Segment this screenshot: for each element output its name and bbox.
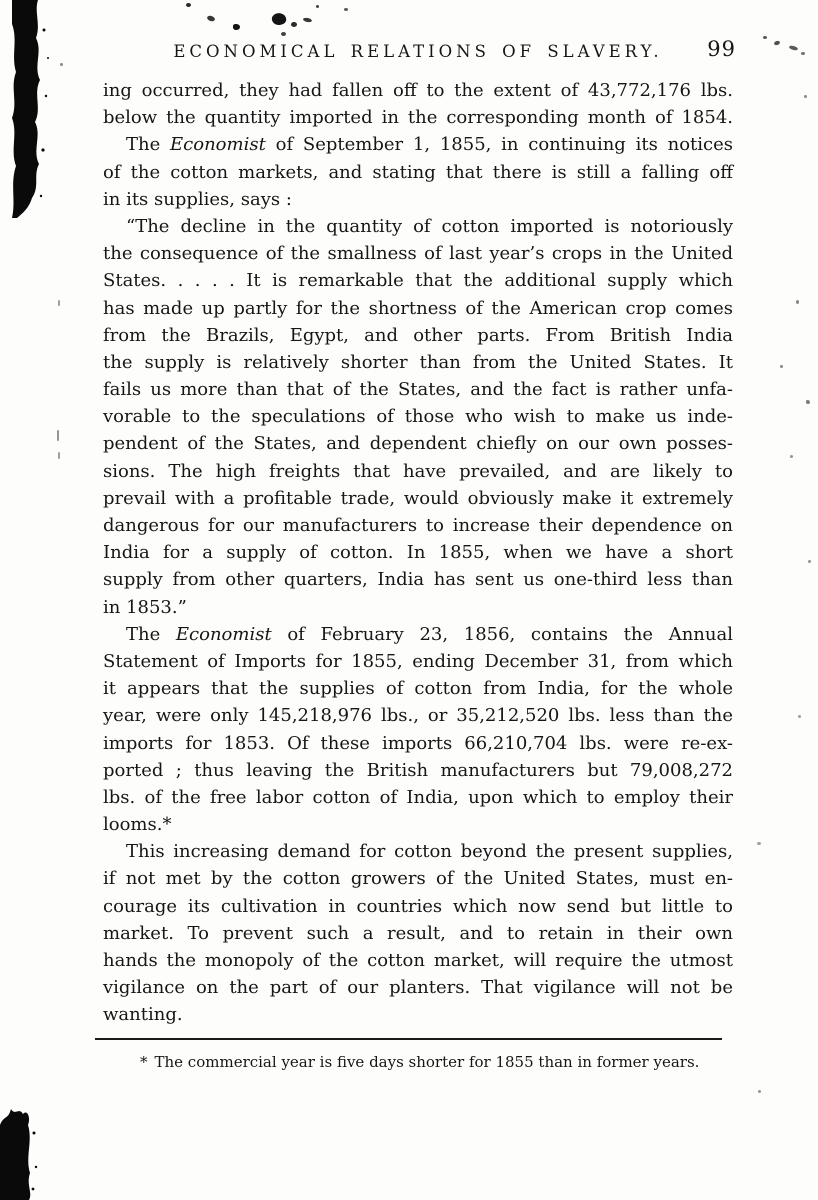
text-line: prevail with a profitable trade, would obviously make it extremely: [103, 487, 733, 509]
ink-speck: [789, 45, 799, 51]
ink-speck: [796, 300, 799, 304]
page-number: 99: [707, 37, 736, 61]
ink-speck: [186, 3, 191, 7]
ink-speck: [790, 455, 793, 458]
text-line: has made up partly for the shortness of the American crop comes: [103, 297, 733, 319]
text-line: of the cotton markets, and stating that there is still a falling off: [103, 161, 733, 183]
text-line: the consequence of the smallness of last year’s crops in the United: [103, 243, 733, 265]
text-line: The Economist of February 23, 1856, contains the Annual: [126, 623, 733, 645]
text-line: it appears that the supplies of cotton from India, for the whole: [103, 678, 733, 700]
text-line: wanting.: [103, 1004, 183, 1026]
ink-speck: [798, 715, 801, 718]
text-line: year, were only 145,218,976 lbs., or 35,212,520 lbs. less than the: [103, 705, 733, 727]
text-line: in its supplies, says :: [103, 188, 292, 210]
page-body: [103, 77, 733, 1029]
text-line: vorable to the speculations of those who wish to make us inde-: [103, 406, 733, 428]
text-line: ported ; thus leaving the British manufacturers but 79,008,272: [103, 759, 733, 781]
ink-speck: [58, 452, 60, 459]
ink-speck: [281, 32, 286, 36]
text-line: fails us more than that of the States, and the fact is rather unfa-: [103, 379, 733, 401]
ink-speck: [233, 24, 240, 30]
ink-speck: [291, 22, 297, 27]
ink-speck: [271, 11, 288, 26]
ink-speck: [806, 400, 810, 404]
text-line: The Economist of September 1, 1855, in continuing its notices: [126, 134, 733, 156]
ink-speck: [763, 36, 767, 39]
ink-speck: [58, 300, 60, 306]
text-line: vigilance on the part of our planters. That vigilance will not be: [103, 977, 733, 999]
text-line: imports for 1853. Of these imports 66,210,704 lbs. were re-ex-: [103, 732, 733, 754]
text-line: dangerous for our manufacturers to increase their dependence on: [103, 515, 733, 536]
text-line: the supply is relatively shorter than from the United States. It: [103, 351, 733, 373]
ink-blob-bottom-left: [0, 1105, 42, 1200]
text-line: This increasing demand for cotton beyond the present supplies,: [126, 841, 733, 863]
text-line: India for a supply of cotton. In 1855, when we have a short: [103, 542, 733, 564]
ink-speck: [801, 52, 805, 55]
text-line: sions. The high freights that have prevailed, and are likely to: [103, 460, 733, 482]
ink-speck: [344, 8, 348, 11]
footnote: [103, 1051, 733, 1073]
text-line: pendent of the States, and dependent chiefly on our own posses-: [103, 433, 733, 455]
ink-speck: [780, 365, 783, 368]
text-line: market. To prevent such a result, and to retain in their own: [103, 922, 733, 944]
ink-speck: [804, 95, 807, 98]
text-line: supply from other quarters, India has sent us one-third less than: [103, 569, 733, 591]
text-line: looms.*: [103, 814, 172, 836]
ink-blob-top-left: [6, 0, 54, 218]
ink-speck: [808, 560, 811, 563]
ink-speck: [773, 40, 780, 46]
footnote-marker: *: [140, 1053, 148, 1071]
text-line: hands the monopoly of the cotton market, will require the utmost: [103, 950, 733, 971]
ink-speck: [57, 430, 59, 441]
ink-speck: [303, 17, 313, 23]
ink-speck: [206, 15, 215, 22]
footnote-text: The commercial year is five days shorter for 1855 than in former years.: [154, 1053, 700, 1071]
text-line: below the quantity imported in the corresponding month of 1854.: [103, 107, 733, 129]
running-head-title: ECONOMICAL RELATIONS OF SLAVERY.: [173, 42, 663, 61]
text-line: if not met by the cotton growers of the United States, must en-: [103, 868, 733, 890]
text-line: courage its cultivation in countries which now send but little to: [103, 895, 733, 917]
text-line: “The decline in the quantity of cotton imported is notoriously: [126, 215, 733, 237]
ink-speck: [316, 5, 319, 8]
text-line: ing occurred, they had fallen off to the extent of 43,772,176 lbs.: [103, 80, 733, 101]
footnote-rule: [95, 1038, 722, 1040]
text-line: States. . . . . It is remarkable that the additional supply which: [103, 270, 733, 292]
ink-speck: [758, 1090, 761, 1093]
ink-speck: [60, 63, 63, 66]
text-line: lbs. of the free labor cotton of India, upon which to employ their: [103, 786, 733, 808]
page-header: [103, 37, 736, 61]
ink-speck: [757, 842, 761, 845]
text-line: Statement of Imports for 1855, ending December 31, from which: [103, 650, 733, 672]
text-line: from the Brazils, Egypt, and other parts. From British India: [103, 324, 733, 346]
text-line: in 1853.”: [103, 596, 187, 618]
